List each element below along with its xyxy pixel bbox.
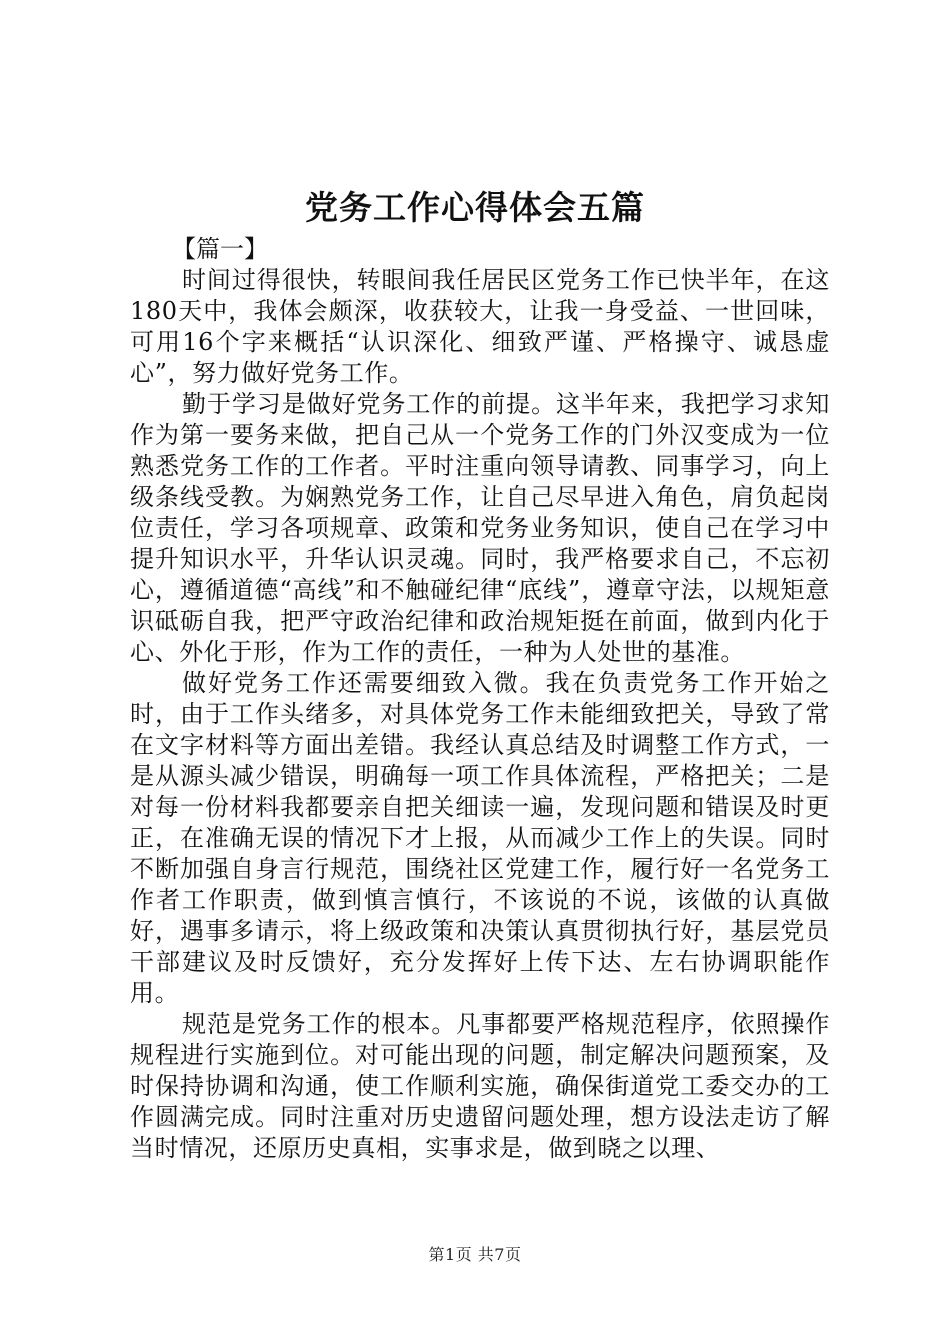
document-title: 党务工作心得体会五篇 xyxy=(305,188,645,227)
paragraph-detail: 做好党务工作还需要细致入微。我在负责党务工作开始之时，由于工作头绪多，对具体党务工作未能细致把关，导致了常在文字材料等方面出差错。我经认真总结及时调整工作方式，一是从源头减少错误，明确每一项工作具体流程，严格把关；二是对每一份材料我都要亲自把关细读一遍，发现问题和错误及时更正，在准确无误的情况下才上报，从而减少工作上的失误。同时不断加强自身言行规范，围绕社区党建工作，履行好一名党务工作者工作职责，做到慎言慎行，不该说的不说，该做的认真做好，遇事多请示，将上级政策和决策认真贯彻执行好，基层党员干部建议及时反馈好，充分发挥好上传下达、左右协调职能作用。 xyxy=(130,669,830,1007)
paragraph-study: 勤于学习是做好党务工作的前提。这半年来，我把学习求知作为第一要务来做，把自己从一个党务工作的门外汉变成为一位熟悉党务工作的工作者。平时注重向领导请教、同事学习，向上级条线受教。为娴熟党务工作，让自己尽早进入角色，肩负起岗位责任，学习各项规章、政策和党务业务知识，使自己在学习中提升知识水平，升华认识灵魂。同时，我严格要求自己，不忘初心，遵循道德“高线”和不触碰纪律“底线”，遵章守法，以规矩意识砥砺自我，把严守政治纪律和政治规矩挺在前面，做到内化于心、外化于形，作为工作的责任，一种为人处世的基准。 xyxy=(130,390,830,666)
section-header: 【篇一】 xyxy=(172,235,268,263)
paragraph-intro: 时间过得很快，转眼间我任居民区党务工作已快半年，在这180天中，我体会颇深，收获较大，让我一身受益、一世回味，可用16个字来概括“认识深化、细致严谨、严格操守、诚恳虚心”，努力做好党务工作。 xyxy=(130,266,830,387)
paragraph-standard: 规范是党务工作的根本。凡事都要严格规范程序，依照操作规程进行实施到位。对可能出现的问题，制定解决问题预案，及时保持协调和沟通，使工作顺利实施，确保街道党工委交办的工作圆满完成。同时注重对历史遗留问题处理，想方设法走访了解当时情况，还原历史真相，实事求是，做到晓之以理、 xyxy=(130,1010,830,1162)
page-number-footer: 第1页 共7页 xyxy=(428,1245,522,1264)
document-body xyxy=(130,234,830,1164)
